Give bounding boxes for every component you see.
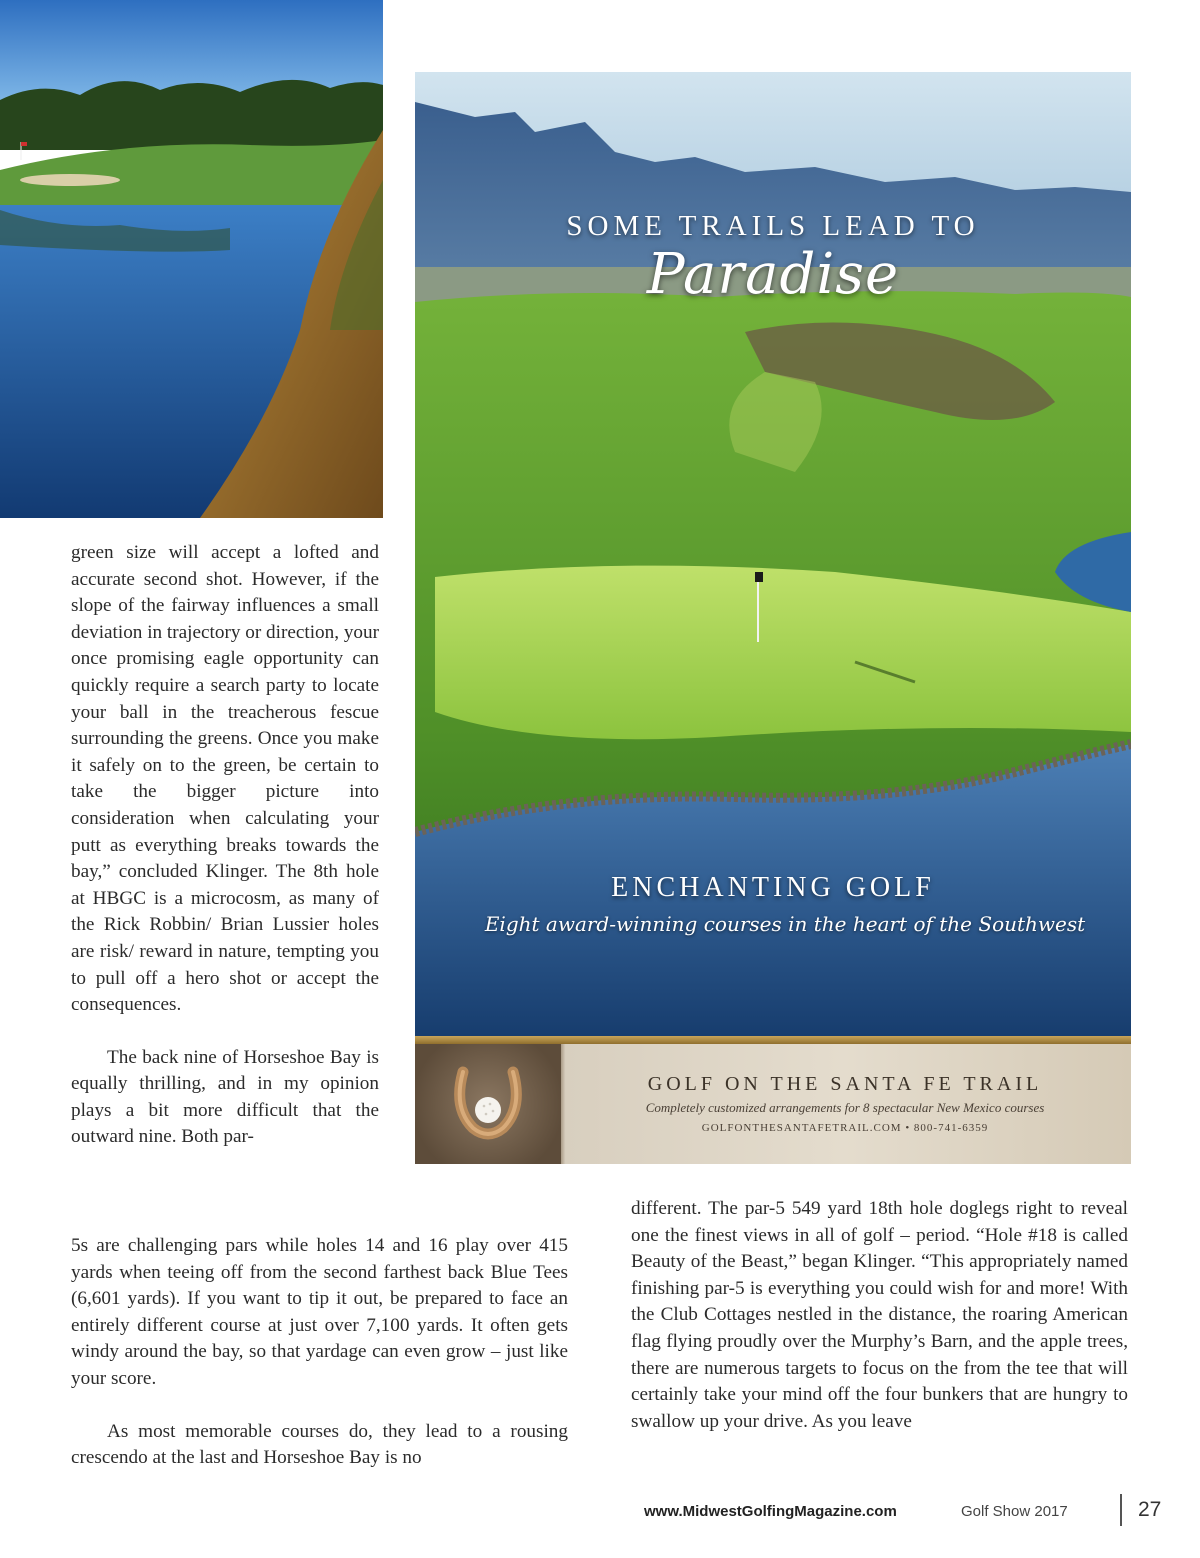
article-paragraph: The back nine of Horseshoe Bay is equally thrilling, and in my opinion plays a bit more difficult that the outward nine. Both par- [71, 1046, 379, 1148]
ad-script-word: Paradise [646, 242, 900, 307]
article-left-column [71, 1233, 568, 1472]
article-paragraph: 5s are challenging pars while holes 14 and 16 play over 415 yards when teeing off from the second farthest back Blue Tees (6,601 yards). If you want to tip it out, be prepared to face an entirely different course at just over 7,100 yards. It often gets windy around the bay, so that yardage can even grow – just like your score. [71, 1235, 568, 1389]
footer-issue: Golf Show 2017 [961, 1503, 1068, 1520]
ad-banner[interactable] [415, 1044, 1131, 1164]
ad-golf-course-photo [415, 72, 1131, 1036]
article-paragraph: green size will accept a lofted and accurate second shot. However, if the slope of the fairway influences a small deviation in trajectory or direction, your once promising eagle opportunity can quickly require a search party to locate your ball in the treacherous fescue surrounding the greens. Once you make it safely on to the green, be certain to take the bigger picture into consideration when calculating your putt as everything breaks towards the bay,” concluded Klinger. The 8th hole at HBGC is a microcosm, as many of the Rick Robbin/ Brian Lussier holes are risk/ reward in nature, tempting you to pull off a hero shot or accept the consequences. [71, 542, 379, 1016]
horseshoe-golfball-icon [415, 1044, 561, 1164]
ad-banner-title: GOLF ON THE SANTA FE TRAIL [647, 1073, 1043, 1095]
footer-website[interactable]: www.MidwestGolfingMagazine.com [644, 1503, 897, 1520]
santa-fe-trail-ad[interactable] [415, 72, 1131, 1164]
article-paragraph: As most memorable courses do, they lead to a rousing crescendo at the last and Horseshoe Bay is no [71, 1420, 568, 1469]
ad-subheadline: ENCHANTING GOLF [611, 872, 935, 903]
ad-tagline: Eight award-winning courses in the heart of the Southwest [484, 912, 1086, 936]
article-right-column [631, 1196, 1128, 1435]
footer-divider [1120, 1494, 1122, 1526]
ad-banner-contact[interactable]: GOLFONTHESANTAFETRAIL.COM • 800-741-6359 [701, 1122, 989, 1134]
golf-pond-photo [0, 0, 383, 518]
page-number: 27 [1138, 1498, 1162, 1521]
ad-headline: SOME TRAILS LEAD TO [566, 210, 980, 242]
article-paragraph: different. The par-5 549 yard 18th hole doglegs right to reveal one the finest views in all of golf – period. “Hole #18 is called Beauty of the Beast,” began Klinger. “This appropriately named finishing par-5 is everything you could wish for and more! With the Club Cottages nestled in the distance, the roaring American flag flying proudly over the Murphy’s Barn, and the apple trees, there are numerous targets to focus on the from the tee that will certainly take your mind off the four bunkers that are hungry to swallow up your drive. As you leave [631, 1198, 1128, 1432]
article-narrow-column [71, 540, 379, 1151]
ad-gold-rule [415, 1036, 1131, 1044]
ad-banner-subtitle: Completely customized arrangements for 8 spectacular New Mexico courses [645, 1100, 1045, 1115]
